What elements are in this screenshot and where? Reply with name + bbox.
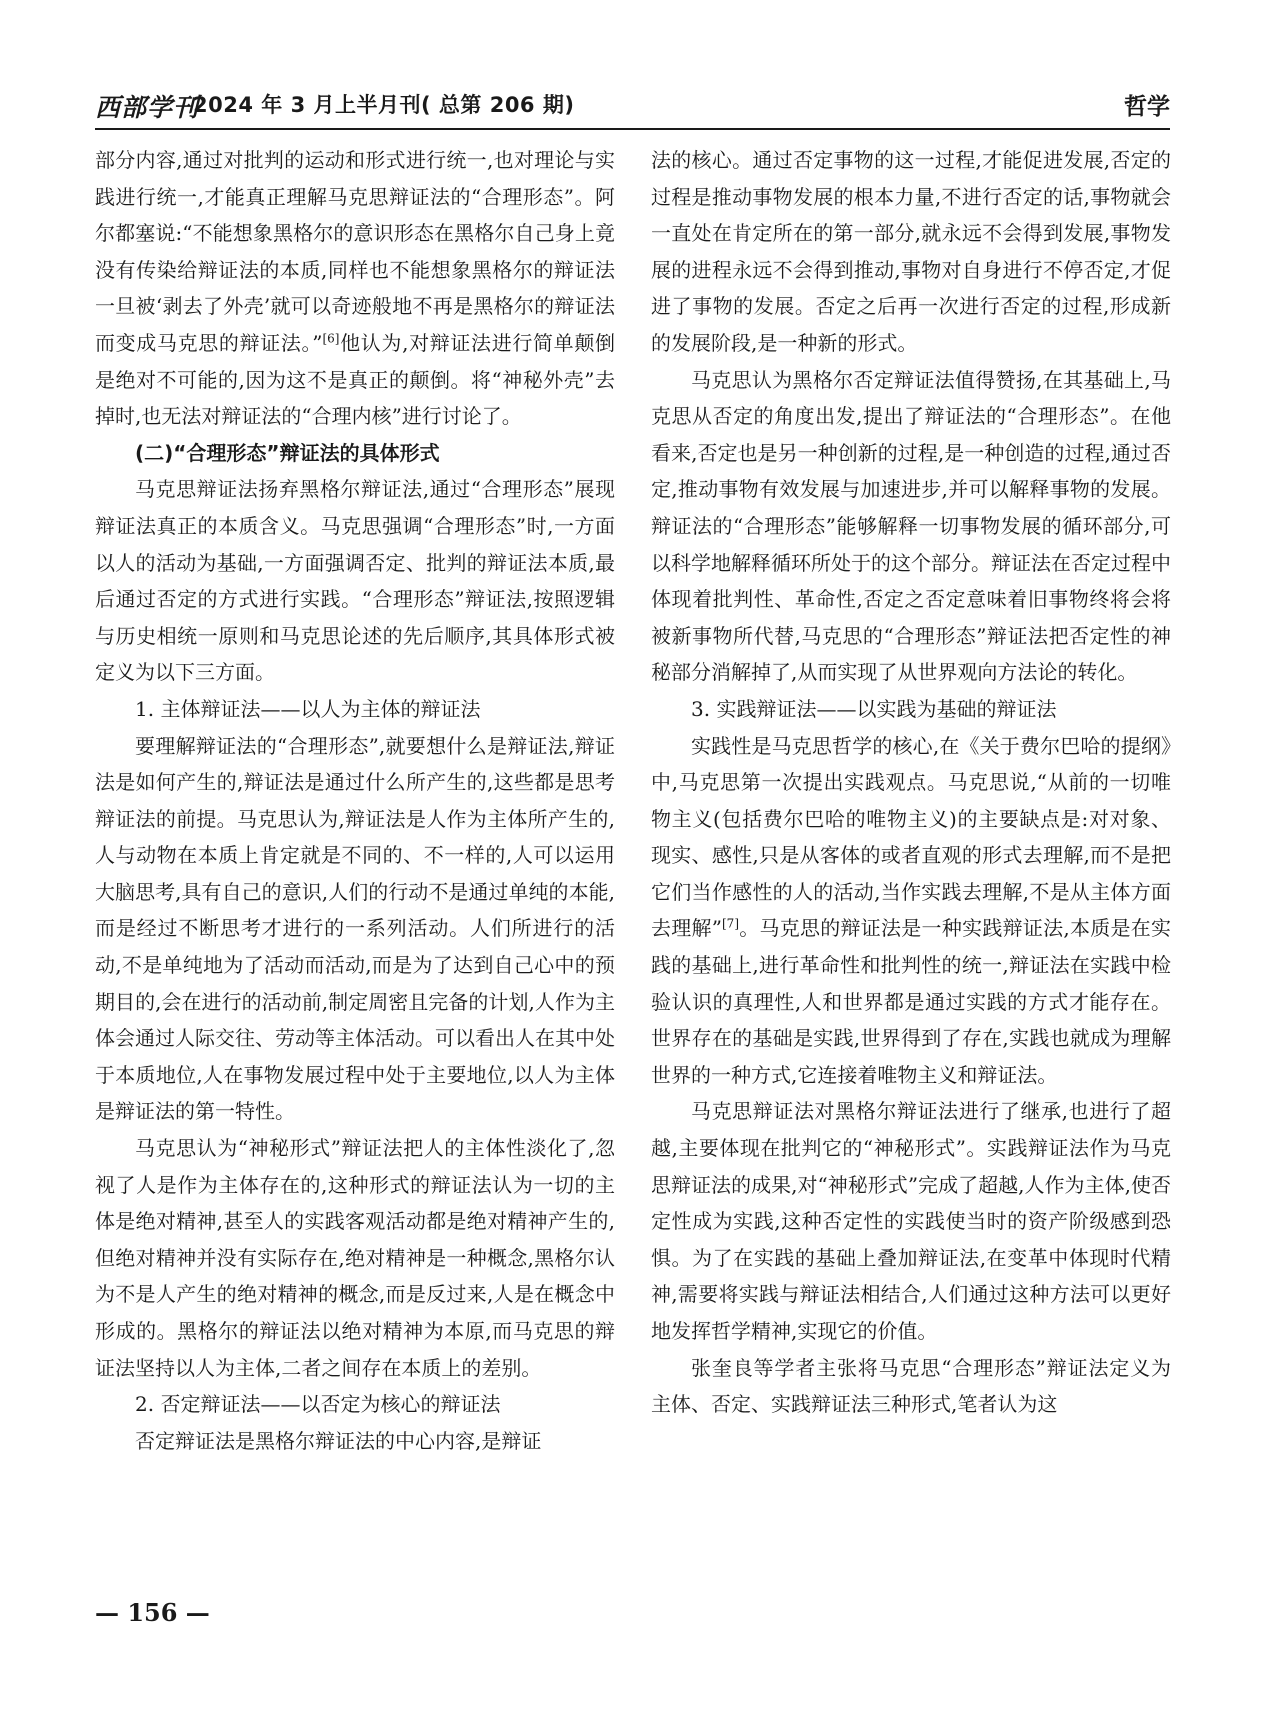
paragraph: 法的核心。通过否定事物的这一过程,才能促进发展,否定的过程是推动事物发展的根本力量,不进行否定的话,事物就会一直处在肯定所在的第一部分,就永远不会得到发展,事物发展的进程永远不会得到推动,事物对自身进行不停否定,才促进了事物的发展。否定之后再一次进行否定的过程,形成新的发展阶段,是一种新的形式。 (651, 148, 1171, 355)
page-number: — 156 — (95, 1598, 210, 1627)
header-rule (95, 128, 1170, 130)
paragraph: 要理解辩证法的“合理形态”,就要想什么是辩证法,辩证法是如何产生的,辩证法是通过什么所产生的,这些都是思考辩证法的前提。马克思认为,辩证法是人作为主体所产生的,人与动物在本质上肯定就是不同的、不一样的,人可以运用大脑思考,具有自己的意识,人们的行动不是通过单纯的本能,而是经过不断思考才进行的一系列活动。人们所进行的活动,不是单纯地为了活动而活动,而是为了达到自己心中的预期目的,会在进行的活动前,制定周密且完备的计划,人作为主体会通过人际交往、劳动等主体活动。可以看出人在其中处于本质地位,人在事物发展过程中处于主要地位,以人为主体是辩证法的第一特性。 (95, 733, 615, 1124)
subsection-heading: 1. 主体辩证法——以人为主体的辩证法 (135, 696, 481, 721)
left-column (95, 142, 615, 1582)
section-heading: (二)“合理形态”辩证法的具体形式 (135, 440, 440, 465)
issue-info: 2024 年 3 月上半月刊( 总第 206 期) (193, 93, 575, 117)
subsection-heading: 3. 实践辩证法——以实践为基础的辩证法 (691, 696, 1057, 721)
paragraph: 张奎良等学者主张将马克思“合理形态”辩证法定义为主体、否定、实践辩证法三种形式,笔者认为这 (651, 1355, 1171, 1417)
paragraph: 马克思辩证法对黑格尔辩证法进行了继承,也进行了超越,主要体现在批判它的“神秘形式”。实践辩证法作为马克思辩证法的成果,对“神秘形式”完成了超越,人作为主体,使否定性成为实践,这种否定性的实践使当时的资产阶级感到恐惧。为了在实践的基础上叠加辩证法,在变革中体现时代精神,需要将实践与辩证法相结合,人们通过这种方法可以更好地发挥哲学精神,实现它的价值。 (651, 1099, 1171, 1343)
right-column (651, 142, 1171, 1582)
page-header (95, 88, 1170, 122)
paragraph: 实践性是马克思哲学的核心,在《关于费尔巴哈的提纲》中,马克思第一次提出实践观点。马克思说,“从前的一切唯物主义(包括费尔巴哈的唯物主义)的主要缺点是:对对象、现实、感性,只是从客体的或者直观的形式去理解,而不是把它们当作感性的人的活动,当作实践去理解,不是从主体方面去理解”[7]。马克思的辩证法是一种实践辩证法,本质是在实践的基础上,进行革命性和批判性的统一,辩证法在实践中检验认识的真理性,人和世界都是通过实践的方式才能存在。世界存在的基础是实践,世界得到了存在,实践也就成为理解世界的一种方式,它连接着唯物主义和辩证法。 (651, 733, 1171, 1087)
paragraph: 否定辩证法是黑格尔辩证法的中心内容,是辩证 (135, 1428, 542, 1453)
paragraph: 马克思认为黑格尔否定辩证法值得赞扬,在其基础上,马克思从否定的角度出发,提出了辩证法的“合理形态”。在他看来,否定也是另一种创新的过程,是一种创造的过程,通过否定,推动事物有效发展与加速进步,并可以解释事物的发展。辩证法的“合理形态”能够解释一切事物发展的循环部分,可以科学地解释循环所处于的这个部分。辩证法在否定过程中体现着批判性、革命性,否定之否定意味着旧事物终将会将被新事物所代替,马克思的“合理形态”辩证法把否定性的神秘部分消解掉了,从而实现了从世界观向方法论的转化。 (651, 367, 1171, 685)
paragraph: 马克思辩证法扬弃黑格尔辩证法,通过“合理形态”展现辩证法真正的本质含义。马克思强调“合理形态”时,一方面以人的活动为基础,一方面强调否定、批判的辩证法本质,最后通过否定的方式进行实践。“合理形态”辩证法,按照逻辑与历史相统一原则和马克思论述的先后顺序,其具体形式被定义为以下三方面。 (95, 477, 615, 685)
paragraph: 马克思认为“神秘形式”辩证法把人的主体性淡化了,忽视了人是作为主体存在的,这种形式的辩证法认为一切的主体是绝对精神,甚至人的实践客观活动都是绝对精神产生的,但绝对精神并没有实际存在,绝对精神是一种概念,黑格尔认为不是人产生的绝对精神的概念,而是反过来,人是在概念中形成的。黑格尔的辩证法以绝对精神为本原,而马克思的辩证法坚持以人为主体,二者之间存在本质上的差别。 (95, 1136, 615, 1380)
citation-ref: [6] (322, 331, 340, 346)
subsection-heading: 2. 否定辩证法——以否定为核心的辩证法 (135, 1392, 501, 1417)
journal-logo: 西部学刊 (95, 93, 200, 122)
section-label: 哲学 (1124, 94, 1170, 120)
citation-ref: [7] (722, 916, 739, 931)
paragraph: 部分内容,通过对批判的运动和形式进行统一,也对理论与实践进行统一,才能真正理解马克思辩证法的“合理形态”。阿尔都塞说:“不能想象黑格尔的意识形态在黑格尔自己身上竟没有传染给辩证法的本质,同样也不能想象黑格尔的辩证法一旦被‘剥去了外壳’就可以奇迹般地不再是黑格尔的辩证法而变成马克思的辩证法。”[6]他认为,对辩证法进行简单颠倒是绝对不可能的,因为这不是真正的颠倒。将“神秘外壳”去掉时,也无法对辩证法的“合理内核”进行讨论了。 (95, 148, 615, 429)
